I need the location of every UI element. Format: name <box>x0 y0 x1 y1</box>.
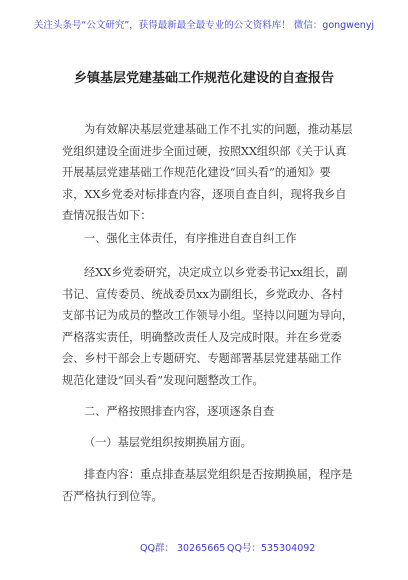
intro-paragraph <box>62 119 352 227</box>
paragraph-line: 经XX乡党委研究，决定成立以乡党委书记xx组长，副 <box>84 266 348 279</box>
section-heading-2 <box>62 401 352 423</box>
paragraph-line: 排查内容：重点排查基层党组织是否按期换届，程序是 <box>84 468 353 481</box>
paragraph-line: 为有效解决基层党建基础工作不扎实的问题，推动基层 <box>84 123 353 136</box>
section-heading-text: 一、强化主体责任，有序推进自查自纠工作 <box>84 232 297 245</box>
paragraph-line: 开展基层党建基础工作规范化建设“回头看”的通知》要 <box>62 166 331 179</box>
paragraph-line: 求，XX乡党委对标排查内容，逐项自查自纠，现将我乡自 <box>62 187 347 201</box>
paragraph-line: 会、乡村干部会上专题研究、专题部署基层党建基础工作 <box>62 352 342 365</box>
paragraph-line: 支部书记为成员的整改工作领导小组。坚持以问题为导向， <box>62 309 353 322</box>
subsection-heading-1 <box>62 432 352 454</box>
paragraph-line: 书记、宣传委员、统战委员xx为副组长，乡党政办、各村 <box>62 287 344 301</box>
subsection-heading-text: （一）基层党组织按期换届方面。 <box>84 436 252 449</box>
section-heading-1 <box>62 228 352 250</box>
paragraph-line: 查情况报告如下： <box>62 209 152 222</box>
qq-number-text: QQ号：535304092 <box>227 543 316 554</box>
document-title: 乡镇基层党建基础工作规范化建设的自查报告 <box>73 71 334 86</box>
subsection1-paragraph <box>62 464 352 507</box>
paragraph-line: 规范化建设“回头看”发现问题整改工作。 <box>62 373 264 387</box>
section1-paragraph <box>62 262 352 391</box>
section-heading-text: 二、严格按照排查内容，逐项逐条自查 <box>84 405 275 418</box>
qq-group-text: QQ群： 30265665 <box>140 543 226 554</box>
paragraph-line: 否严格执行到位等。 <box>62 489 163 503</box>
header-banner: 关注头条号“公文研究”，获得最新最全最专业的公文资料库！ 微信：gongwenyj <box>33 20 375 31</box>
paragraph-line: 严格落实责任，明确整改责任人及完成时限。并在乡党委 <box>62 330 342 344</box>
paragraph-line: 党组织建设全面进步全面过硬，按照XX组织部《关于认真 <box>62 144 347 158</box>
